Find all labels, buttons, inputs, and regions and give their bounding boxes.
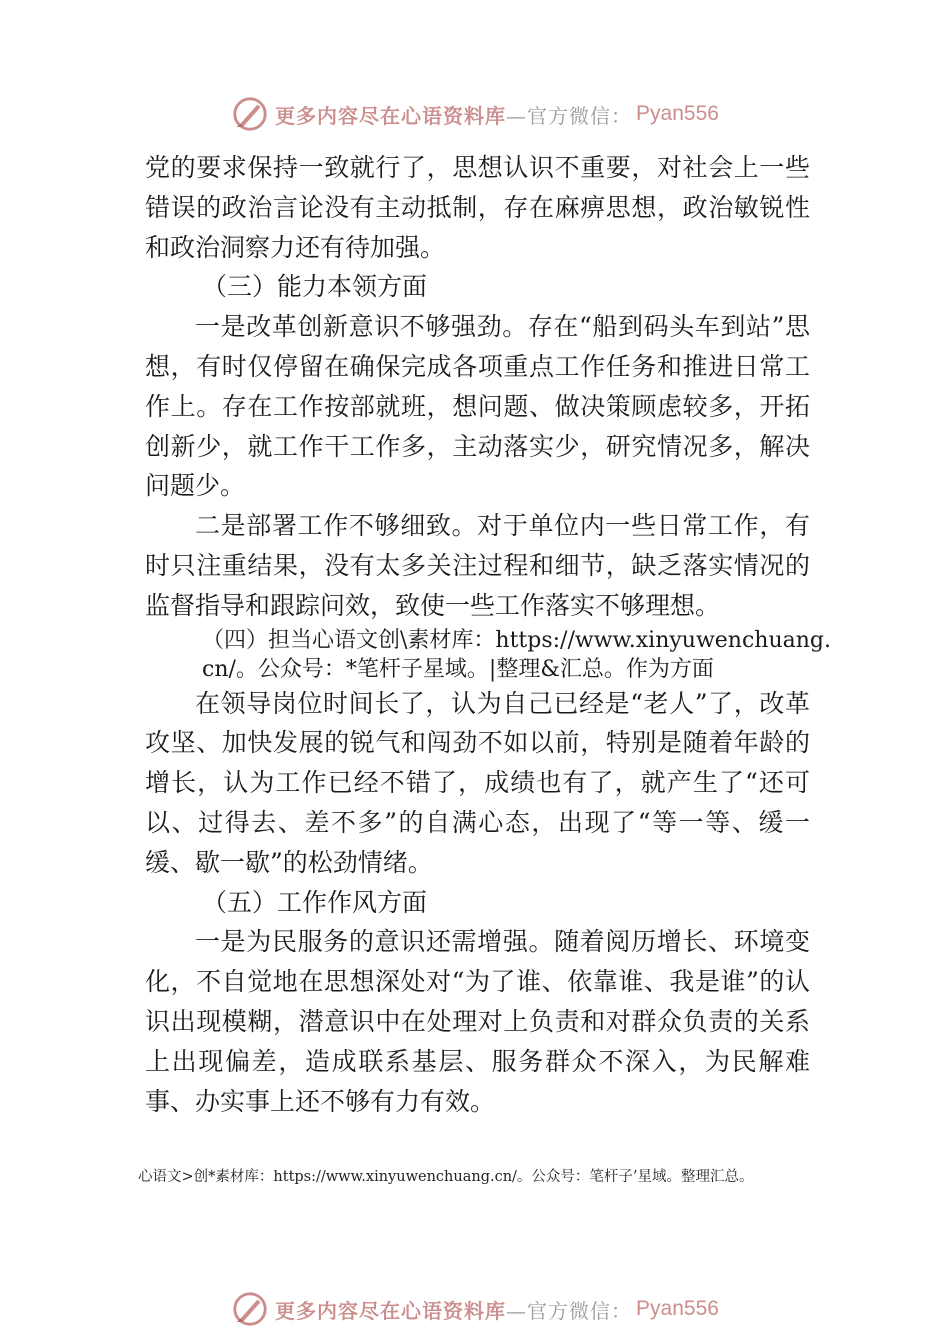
paragraph: 二是部署工作不够细致。对于单位内一些日常工作，有时只注重结果，没有太多关注过程和细节，缺乏落实情况的监督指导和跟踪问效，致使一些工作落实不够理想。: [145, 511, 810, 620]
paragraph: 一是为民服务的意识还需增强。随着阅历增长、环境变化，不自觉地在思想深处对“为了谁、依靠谁、我是谁”的认识出现模糊，潜意识中在处理对上负责和对群众负责的关系上出现偏差，造成联系基层、服务群众不深入，为民解难事、办实事上还不够有力有效。: [145, 927, 810, 1116]
document-body: [145, 148, 831, 1121]
section-heading-3: （三）能力本领方面: [202, 272, 428, 302]
banner-sub-text: —官方微信：: [506, 1298, 633, 1323]
banner-sub-text: —官方微信：: [506, 103, 633, 128]
paragraph: 一是改革创新意识不够强劲。存在“船到码头车到站”思想，有时仅停留在确保完成各项重点工作任务和推进日常工作上。存在工作按部就班，想问题、做决策顾虑较多，开拓创新少，就工作干工作多，主动落实少，研究情况多，解决问题少。: [145, 312, 810, 501]
banner-main-text: 更多内容尽在心语资料库: [275, 103, 507, 128]
pen-logo-icon: [231, 95, 269, 133]
footer-banner: [0, 1289, 950, 1329]
paragraph: 在领导岗位时间长了，认为自己已经是“老人”了，改革攻坚、加快发展的锐气和闯劲不如以前，特别是随着年龄的增长，认为工作已经不错了，成绩也有了，就产生了“还可以、过得去、差不多”的自满心态，出现了“等一等、缓一缓、歇一歇”的松劲情绪。: [145, 688, 810, 877]
banner-main-text: 更多内容尽在心语资料库: [275, 1298, 507, 1323]
footnote-watermark: 心语文>创*素材库：https://www.xinyuwenchuang.cn/。公众号：笔杆子’星域。整理汇总。: [138, 1169, 754, 1185]
paragraph-continued: 党的要求保持一致就行了，思想认识不重要，对社会上一些错误的政治言论没有主动抵制，存在麻痹思想，政治敏锐性和政治洞察力还有待加强。: [145, 153, 810, 262]
section-heading-5: （五）工作作风方面: [202, 887, 428, 917]
pen-logo-icon: [231, 1290, 269, 1328]
banner-wechat-id: Pyan556: [636, 1297, 719, 1320]
header-banner: [0, 94, 950, 134]
banner-wechat-id: Pyan556: [636, 102, 719, 125]
section-heading-4-watermarked: （四）担当心语文创\素材库：https://www.xinyuwenchuang.cn/。公众号：*笔杆子星域。|整理&汇总。作为方面: [202, 627, 831, 682]
